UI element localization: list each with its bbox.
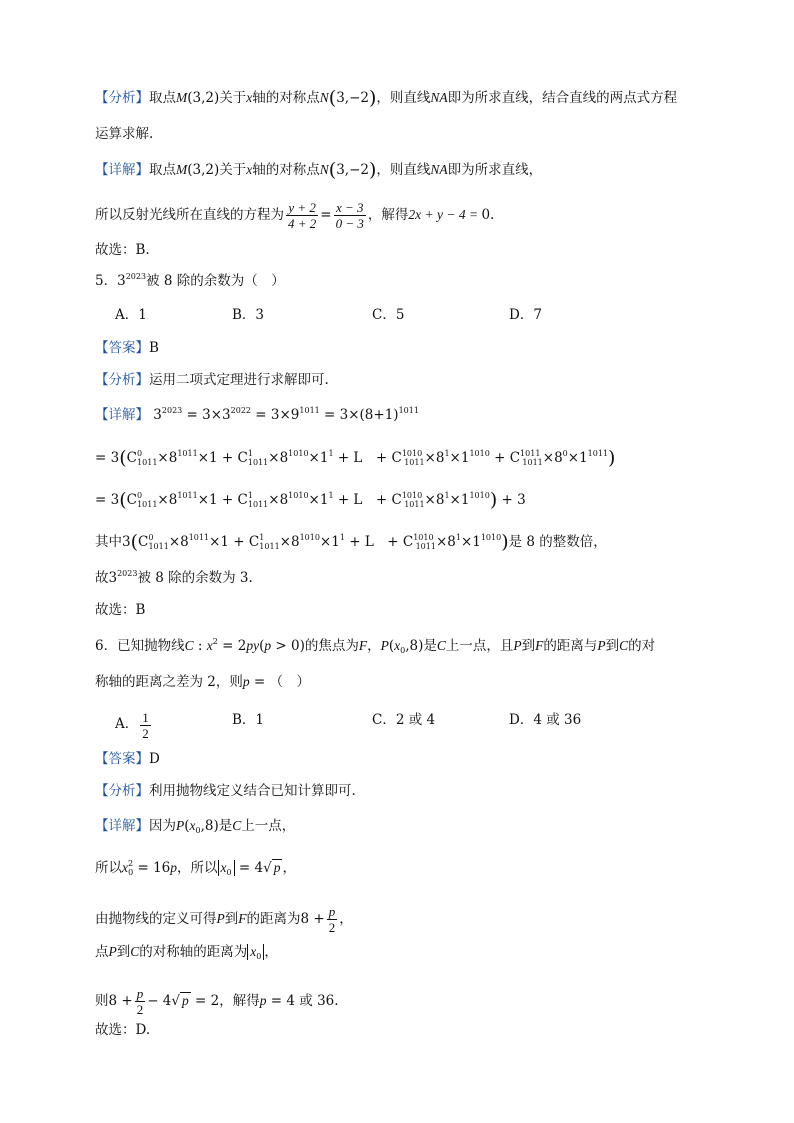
analysis-tag: 【分析】 [95, 90, 149, 106]
q6-option-b: B．1 [232, 712, 265, 728]
q4-reflect-equation: 所以反射光线所在直线的方程为 $\frac{y + 2}{4 + 2}$ = $\frac{x - 3}{0 - 3}$ ，解得2x + y − 4 = 0. [95, 200, 495, 231]
q6-analysis: 【分析】利用抛物线定义结合已知计算即可. [95, 783, 356, 799]
q6-option-a: A． $\frac{1}{2}$ [115, 710, 149, 741]
q5-stem: 5．$3^{2023}$被 8 除的余数为（ ） [95, 272, 285, 289]
fraction-x: $\frac{x - 3}{0 - 3}$ [335, 200, 364, 231]
q6-line-4: 则8 + $\frac{p}{2}$ − 4√ p = 2，解得p = 4 或 36. [95, 986, 339, 1017]
detail-tag: 【详解】 [95, 162, 149, 178]
q5-detail-line-2: = $3(C^0_{1011}\times 8^{1011}\times 1 + C^1_{1011}\times 8^{1010}\times 1^1 + L$ + $C^{1010}_{1011}\times 8^1\times 1^{1010} + C^{1011}_{1011}\times 8^0\times 1^{1011}$) [95, 447, 616, 469]
q6-line-2: 由抛物线的定义可得P到F的距离为8 + $\frac{p}{2}$ ， [95, 904, 353, 935]
q6-option-c: C．2 或 4 [372, 712, 436, 728]
q4-conclusion: 故选：B. [95, 242, 150, 258]
q5-analysis: 【分析】运用二项式定理进行求解即可. [95, 372, 329, 388]
q6-stem-line-1: 6．已知抛物线C : $x^2 = 2py(p > 0)$的焦点为F，$P(x_0,8)$是C上一点，且P到F的距离与P到C的对 [95, 637, 656, 655]
q4-analysis-line: 【分析】取点M(3,2)关于x轴的对称点N(3,−2)，则直线NA即为所求直线，结合直线的两点式方程 [95, 87, 678, 109]
q6-conclusion: 故选：D. [95, 1022, 151, 1038]
q6-line-3: 点P到C的对称轴的距离为 $x_0$ ， [95, 944, 278, 961]
q5-detail-line-3: = $3(C^0_{1011}\times 8^{1011}\times 1 + C^1_{1011}\times 8^{1010}\times 1^1 + L$ + $C^{1010}_{1011}\times 8^1\times 1^{1010}) + 3$ [95, 489, 526, 511]
q6-answer: 【答案】D [95, 751, 160, 767]
q4-analysis-line-2: 运算求解. [95, 126, 154, 142]
q5-option-d: D．7 [509, 307, 542, 323]
q5-detail-line-1: 【详解】 $3^{2023} = 3\times 3^{2022} = 3\times 9^{1011} = 3\times(8+1)^{1011}$ [95, 406, 419, 423]
q5-conclusion: 故选：B [95, 602, 146, 618]
q4-detail-line: 【详解】取点M(3,2)关于x轴的对称点N(3,−2)，则直线NA即为所求直线， [95, 159, 543, 181]
q5-remainder: 故$3^{2023}$被 8 除的余数为 3. [95, 569, 253, 586]
q6-detail: 【详解】因为$P(x_0,8)$是C上一点， [95, 818, 296, 835]
q5-option-a: A．1 [115, 307, 147, 323]
q5-option-b: B．3 [232, 307, 265, 323]
q5-option-c: C．5 [372, 307, 405, 323]
math-point-m: M [176, 90, 188, 105]
q5-answer: 【答案】B [95, 340, 159, 356]
math-point-n: N [319, 90, 329, 105]
fraction-y: $\frac{y + 2}{4 + 2}$ [288, 200, 317, 231]
q6-stem-line-2: 称轴的距离之差为 2，则p = （ ） [95, 674, 311, 690]
q6-option-d: D．4 或 36 [509, 712, 582, 728]
q5-detail-line-4: 其中$3(C^0_{1011}\times 8^{1011}\times 1 + C^1_{1011}\times 8^{1010}\times 1^1 + L$ + $C^{1010}_{1011}\times 8^1\times 1^{1010}$)是 8 的整数倍， [95, 531, 607, 553]
answer-tag: 【答案】 [95, 340, 149, 356]
q6-line-1: 所以$x^2_0 = 16p$，所以 $x_0 = 4√$ p ， [95, 859, 296, 877]
